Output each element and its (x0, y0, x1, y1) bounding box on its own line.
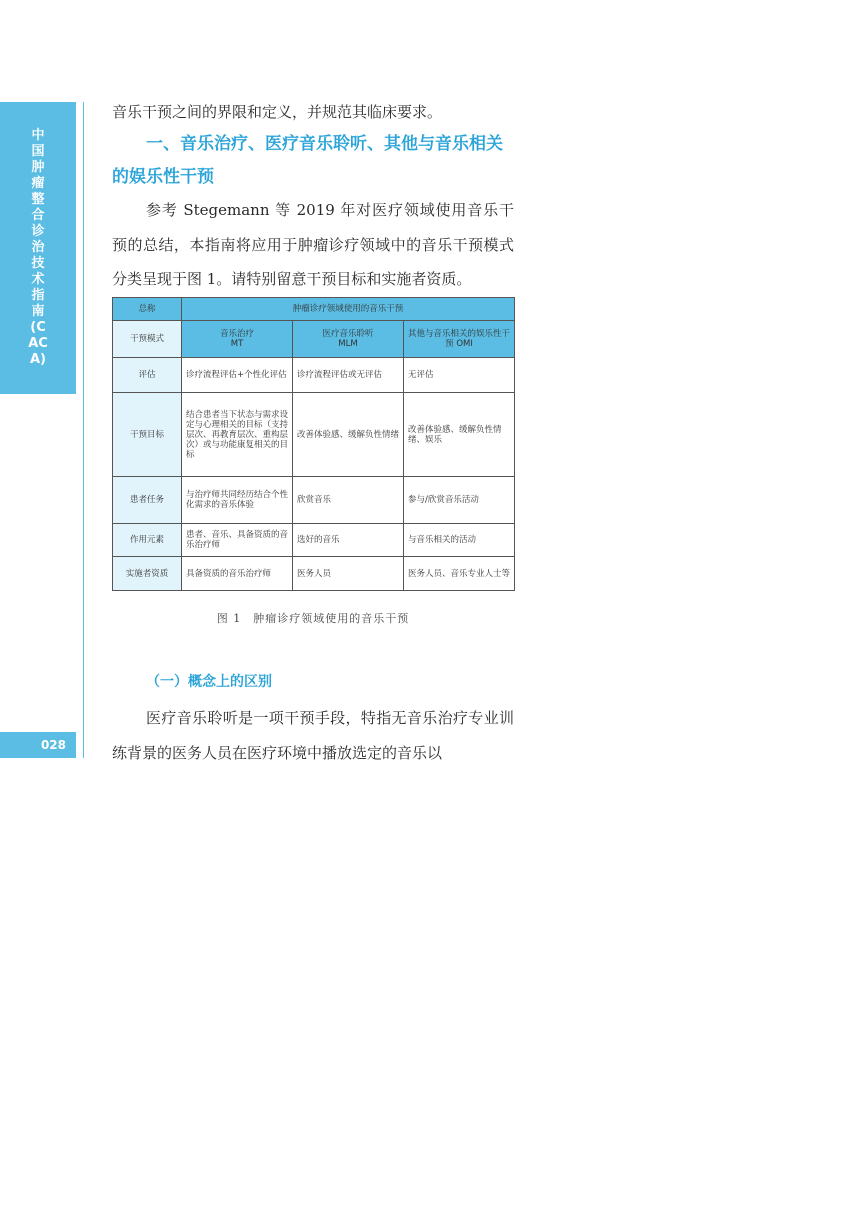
paragraph-2: 医疗音乐聆听是一项干预手段，特指无音乐治疗专业训练背景的医务人员在医疗环境中播放选定的音乐以 (112, 709, 514, 762)
book-title: 中国肿瘤整合诊治技术指南(CACA) (28, 128, 48, 367)
row-label: 干预目标 (113, 393, 182, 477)
row-label: 作用元素 (113, 524, 182, 557)
row-label: 评估 (113, 358, 182, 393)
figure-table (112, 297, 515, 591)
mode-mlm-name: 医疗音乐聆听 (322, 329, 374, 339)
table-cell: 患者、音乐、具备资质的音乐治疗师 (182, 524, 293, 557)
row-label: 患者任务 (113, 477, 182, 524)
mode-mlm (293, 321, 404, 358)
table-cell: 具备资质的音乐治疗师 (182, 557, 293, 591)
row-label: 干预模式 (113, 321, 182, 358)
header-value: 肿瘤诊疗领域使用的音乐干预 (182, 298, 515, 321)
header-label: 总称 (113, 298, 182, 321)
row-label: 实施者资质 (113, 557, 182, 591)
table-cell: 与治疗师共同经历结合个性化需求的音乐体验 (182, 477, 293, 524)
table-cell: 欣赏音乐 (293, 477, 404, 524)
table-cell: 医务人员、音乐专业人士等 (404, 557, 515, 591)
table-cell: 改善体验感、缓解负性情绪、娱乐 (404, 393, 515, 477)
table-cell: 参与/欣赏音乐活动 (404, 477, 515, 524)
table-cell: 诊疗流程评估+个性化评估 (182, 358, 293, 393)
table-cell: 诊疗流程评估或无评估 (293, 358, 404, 393)
mode-mt-name: 音乐治疗 (219, 329, 254, 339)
mode-mt-abbr: MT (230, 339, 244, 349)
table-cell: 改善体验感、缓解负性情绪 (293, 393, 404, 477)
paragraph-1: 参考 Stegemann 等 2019 年对医疗领域使用音乐干预的总结，本指南将应用于肿瘤诊疗领域中的音乐干预模式分类呈现于图 1。请特别留意干预目标和实施者资质。 (112, 201, 514, 288)
table-cell: 无评估 (404, 358, 515, 393)
section-heading: 一、音乐治疗、医疗音乐聆听、其他与音乐相关的娱乐性干预 (112, 134, 503, 187)
subheading: （一）概念上的区别 (146, 674, 272, 690)
page-number: 028 (0, 732, 76, 758)
mode-omi: 其他与音乐相关的娱乐性干预 OMI (404, 321, 515, 358)
table-cell: 医务人员 (293, 557, 404, 591)
figure-caption: 图 1 肿瘤诊疗领域使用的音乐干预 (216, 612, 410, 625)
margin-rule (83, 102, 84, 758)
table-cell: 与音乐相关的活动 (404, 524, 515, 557)
mode-mlm-abbr: MLM (338, 339, 358, 349)
table-cell: 结合患者当下状态与需求设定与心理相关的目标（支持层次、再教育层次、重构层次）或与功能康复相关的目标 (182, 393, 293, 477)
table-cell: 选好的音乐 (293, 524, 404, 557)
mode-mt (182, 321, 293, 358)
intro-line: 音乐干预之间的界限和定义，并规范其临床要求。 (112, 103, 443, 121)
